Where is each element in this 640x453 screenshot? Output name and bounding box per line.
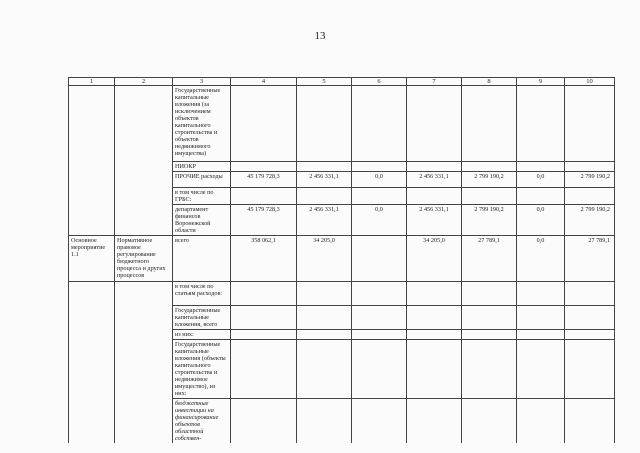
cell-value: 2 456 331,1 [297,205,352,236]
cell-empty [352,236,407,282]
cell-value: 2 456 331,1 [407,205,462,236]
cell-value: 45 179 728,3 [231,172,297,188]
cell-value: 2 799 190,2 [565,172,615,188]
column-number: 8 [462,78,517,86]
cell-activity-description: Нормативное правовое регулирование бюджетного процесса и других процессов [115,236,173,282]
column-number: 4 [231,78,297,86]
page-number: 13 [314,30,326,42]
budget-table [68,77,615,443]
cell-value: 27 789,1 [565,236,615,282]
column-number: 1 [69,78,115,86]
cell-value: 27 789,1 [462,236,517,282]
cell-article: Государственные капитальные вложения, всего [173,306,231,330]
cell-article: всего [173,236,231,282]
column-number: 9 [517,78,565,86]
cell-value: 0,0 [517,172,565,188]
cell-value: 34 205,0 [407,236,462,282]
cell-article: бюджетные инвестиции на финансирование объектов областной собствен- [173,399,231,444]
cell-empty [69,86,115,236]
column-number: 2 [115,78,173,86]
column-number: 7 [407,78,462,86]
cell-article: Государственные капитальные вложения (объекты капитального строительства и недвижимое имущество), из них: [173,340,231,399]
column-number: 6 [352,78,407,86]
cell-value: 34 205,0 [297,236,352,282]
cell-value: 2 799 190,2 [565,205,615,236]
cell-article: из них: [173,330,231,340]
cell-value: 2 456 331,1 [297,172,352,188]
cell-empty [69,282,115,444]
cell-empty [115,86,173,236]
table-row [69,86,615,162]
cell-value: 0,0 [352,172,407,188]
cell-value: 0,0 [517,236,565,282]
cell-activity-name: Основное мероприятие 1.1 [69,236,115,282]
table-row [69,282,615,306]
column-number: 10 [565,78,615,86]
cell-value: 45 179 728,3 [231,205,297,236]
cell-value: 0,0 [517,205,565,236]
cell-value: 2 799 190,2 [462,172,517,188]
column-number: 5 [297,78,352,86]
cell-article: в том числе по статьям расходов: [173,282,231,306]
cell-value: 358 062,1 [231,236,297,282]
cell-value: 0,0 [352,205,407,236]
cell-article: ПРОЧИЕ расходы [173,172,231,188]
table-row [69,236,615,282]
column-number: 3 [173,78,231,86]
cell-article: Государственные капитальные вложения (за исключением объектов капитального строительства и объектов недвижимого имущества) [173,86,231,162]
cell-value: 2 456 331,1 [407,172,462,188]
cell-article: в том числе по ГРБС: [173,188,231,205]
cell-article: НИОКР [173,162,231,172]
cell-article: департамент финансов Воронежской области [173,205,231,236]
cell-empty [115,282,173,444]
column-number-row [69,78,615,86]
cell-value: 2 799 190,2 [462,205,517,236]
